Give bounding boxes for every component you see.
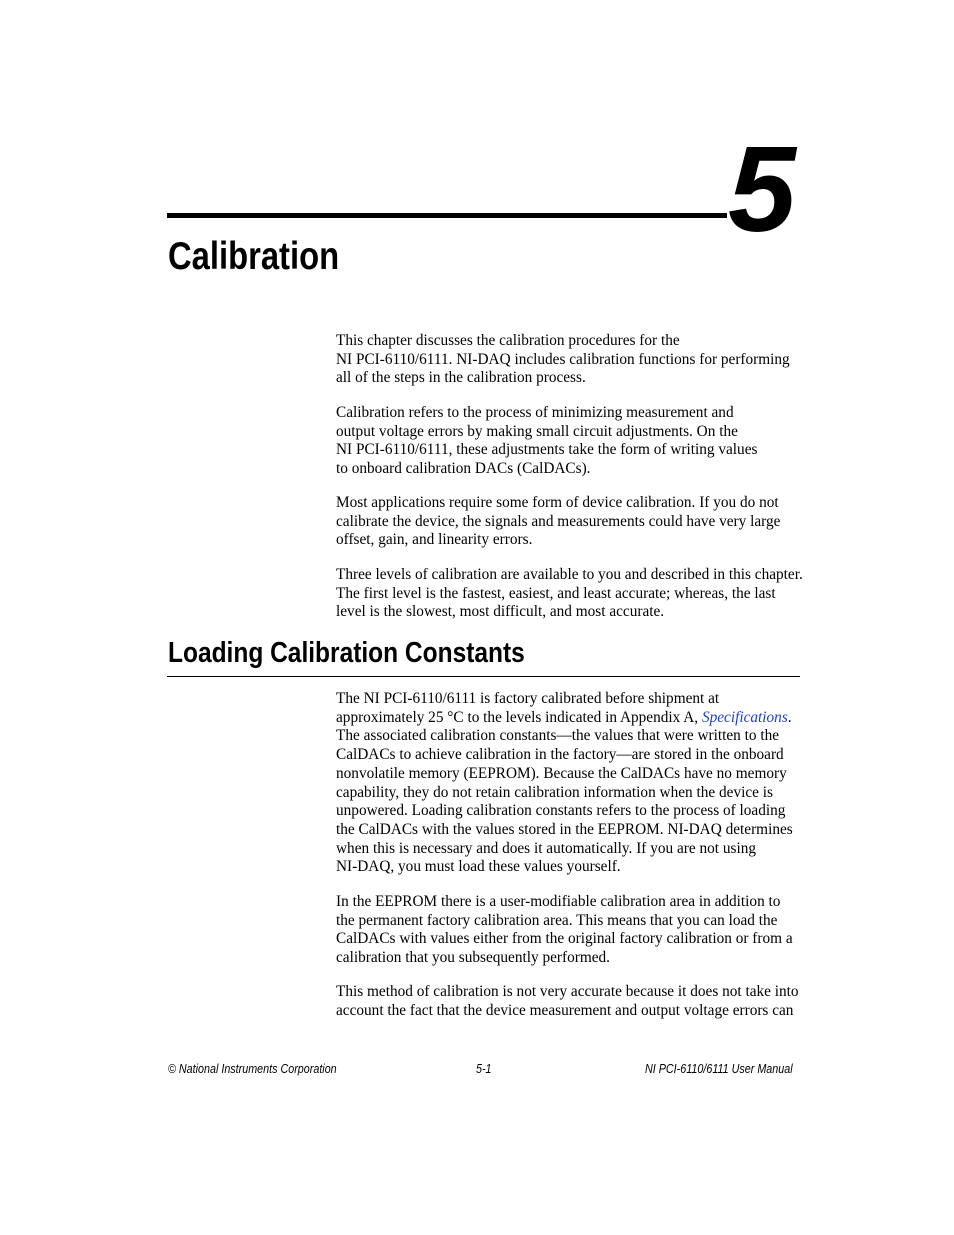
- text-line: In the EEPROM there is a user-modifiable calibration area in addition to: [336, 893, 781, 910]
- intro-paragraph-2: [336, 404, 806, 479]
- intro-paragraph-1: [336, 332, 806, 388]
- footer-manual-title: NI PCI-6110/6111 User Manual: [645, 1062, 793, 1076]
- chapter-rule: [167, 213, 727, 218]
- text-line: all of the steps in the calibration process.: [336, 369, 586, 387]
- section-title: Loading Calibration Constants: [168, 637, 525, 669]
- text-span: .: [787, 708, 792, 726]
- text-line: the permanent factory calibration area. This means that you can load the: [336, 911, 778, 929]
- text-line: CalDACs to achieve calibration in the factory—are stored in the onboard: [336, 746, 784, 764]
- text-line: The first level is the fastest, easiest, and least accurate; whereas, the last: [336, 584, 776, 602]
- chapter-title: Calibration: [168, 235, 340, 278]
- text-line: the CalDACs with the values stored in the EEPROM. NI-DAQ determines: [336, 820, 793, 838]
- text-line: CalDACs with values either from the original factory calibration or from a: [336, 930, 793, 948]
- text-line: to onboard calibration DACs (CalDACs).: [336, 460, 591, 478]
- text-span: approximately 25 °C to the levels indicated in Appendix A,: [336, 708, 702, 726]
- text-line: account the fact that the device measurement and output voltage errors can: [336, 1001, 794, 1019]
- section-paragraph-1: [336, 690, 806, 877]
- text-line: calibration that you subsequently performed.: [336, 949, 610, 967]
- text-line-with-link: [336, 709, 806, 728]
- text-line: unpowered. Loading calibration constants refers to the process of loading: [336, 802, 786, 820]
- text-line: Three levels of calibration are available to you and described in this chapter.: [336, 566, 803, 583]
- text-line: offset, gain, and linearity errors.: [336, 531, 533, 549]
- text-line: NI-DAQ, you must load these values yourself.: [336, 858, 621, 876]
- section-paragraph-2: [336, 893, 806, 968]
- intro-paragraph-3: [336, 494, 806, 550]
- text-line: This chapter discusses the calibration procedures for the: [336, 332, 680, 349]
- text-line: nonvolatile memory (EEPROM). Because the CalDACs have no memory: [336, 764, 787, 782]
- intro-paragraph-4: [336, 566, 806, 622]
- specifications-link[interactable]: Specifications: [701, 708, 788, 726]
- text-line: when this is necessary and does it automatically. If you are not using: [336, 839, 756, 857]
- text-line: NI PCI-6110/6111, these adjustments take the form of writing values: [336, 441, 758, 459]
- text-line: capability, they do not retain calibration information when the device is: [336, 783, 773, 801]
- section-rule: [167, 676, 800, 677]
- footer-page-number: 5-1: [476, 1062, 492, 1076]
- text-line: level is the slowest, most difficult, and most accurate.: [336, 603, 665, 621]
- text-line: calibrate the device, the signals and measurements could have very large: [336, 512, 781, 530]
- text-line: The NI PCI-6110/6111 is factory calibrated before shipment at: [336, 690, 720, 707]
- text-line: Most applications require some form of device calibration. If you do not: [336, 494, 779, 511]
- chapter-number: 5: [728, 121, 794, 257]
- text-line: Calibration refers to the process of minimizing measurement and: [336, 404, 734, 421]
- text-line: NI PCI-6110/6111. NI-DAQ includes calibration functions for performing: [336, 350, 790, 368]
- text-line: output voltage errors by making small circuit adjustments. On the: [336, 422, 738, 440]
- text-line: The associated calibration constants—the values that were written to the: [336, 727, 780, 745]
- text-line: This method of calibration is not very accurate because it does not take into: [336, 983, 799, 1000]
- footer-copyright: © National Instruments Corporation: [168, 1062, 337, 1076]
- section-paragraph-3: [336, 983, 806, 1020]
